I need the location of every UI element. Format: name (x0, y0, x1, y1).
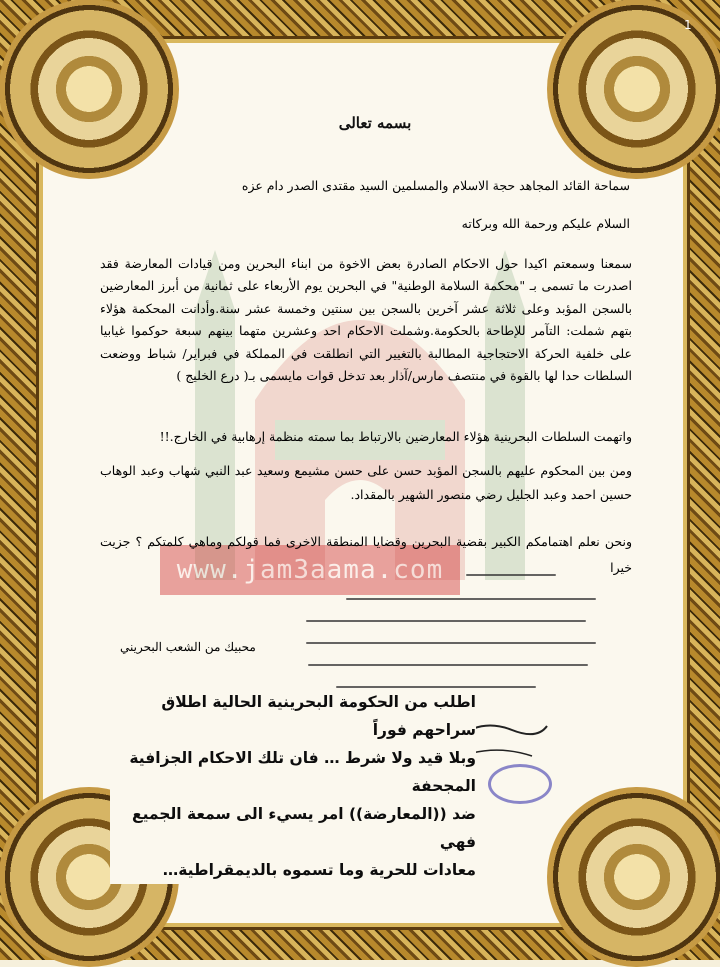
corner-ornament-top-right (547, 0, 720, 179)
corner-ornament-bottom-right (547, 787, 720, 967)
body-paragraph-3: ومن بين المحكوم عليهم بالسجن المؤبد حسن على حسن مشيمع وسعيد عبد النبي شهاب وعبد الوهاب حسين احمد وعبد الجليل رضي منصور الشهير بالمقداد. (100, 462, 632, 502)
body-paragraph-4: ونحن نعلم اهتمامكم الكبير بقضية البحرين وقضايا المنطقة الاخرى فما قولكم وماهي كلمتكم ؟ جزيت خيرا (100, 533, 632, 575)
body-paragraph-1: سمعنا وسمعتم اكيدا حول الاحكام الصادرة بعض الاخوة من ابناء البحرين ومن قيادات المعارضة فقد اصدرت ما تسمى بـ "محكمة السلامة الوطنية" في البحرين يوم الأربعاء على ثمانية من أبرز المعارضين بالسجن المؤبد وعلى ثلاثة عشر آخرين بالسجن بين سنتين وخمسة عشر سنة.وأدانت المحكمة هؤلاء بتهم شملت: التآمر للإطاحة بالحكومة.وشملت الاحكام احد وعشرين متهما بينهم سبعة حوكموا غيابيا على خلفية الحركة الاحتجاجية المطالبة بالتغيير التي انطلقت في المملكة في فبراير/ شباط ووضعت السلطات حدا لها بالقوة في منتصف مارس/آذار بعد تدخل قوات مايسمى بـ( درع الخليج ) (100, 255, 632, 383)
document-title: بسمه تعالى (338, 114, 412, 132)
reply-line-4: معادات للحرية وما تسموه بالديمقراطية… (162, 861, 476, 879)
reply-transcription (110, 688, 476, 884)
signoff-line: محبيك من الشعب البحريني (120, 640, 256, 654)
greeting-line: السلام عليكم ورحمة الله وبركاته (461, 215, 630, 231)
body-paragraph-2: واتهمت السلطات البحرينية هؤلاء المعارضين بالارتباط بما سمته منظمة إرهابية في الخارج.!! (159, 428, 632, 444)
seal-stamp-icon (488, 764, 552, 804)
salutation-line: سماحة القائد المجاهد حجة الاسلام والمسلمين السيد مقتدى الصدر دام عزه (241, 177, 630, 193)
corner-ornament-top-left (0, 0, 179, 179)
reply-line-2: وبلا قيد ولا شرط … فان تلك الاحكام الجزافية المجحفة (129, 749, 476, 795)
page-number: 1 (684, 18, 692, 32)
site-watermark: www.jam3aama.com (160, 545, 460, 595)
reply-line-3: ضد ((المعارضة)) امر يسيء الى سمعة الجميع فهي (132, 805, 476, 851)
reply-line-1: اطلب من الحكومة البحرينية الحالية اطلاق سراحهم فوراً (161, 693, 476, 739)
handwritten-reply (296, 568, 596, 708)
